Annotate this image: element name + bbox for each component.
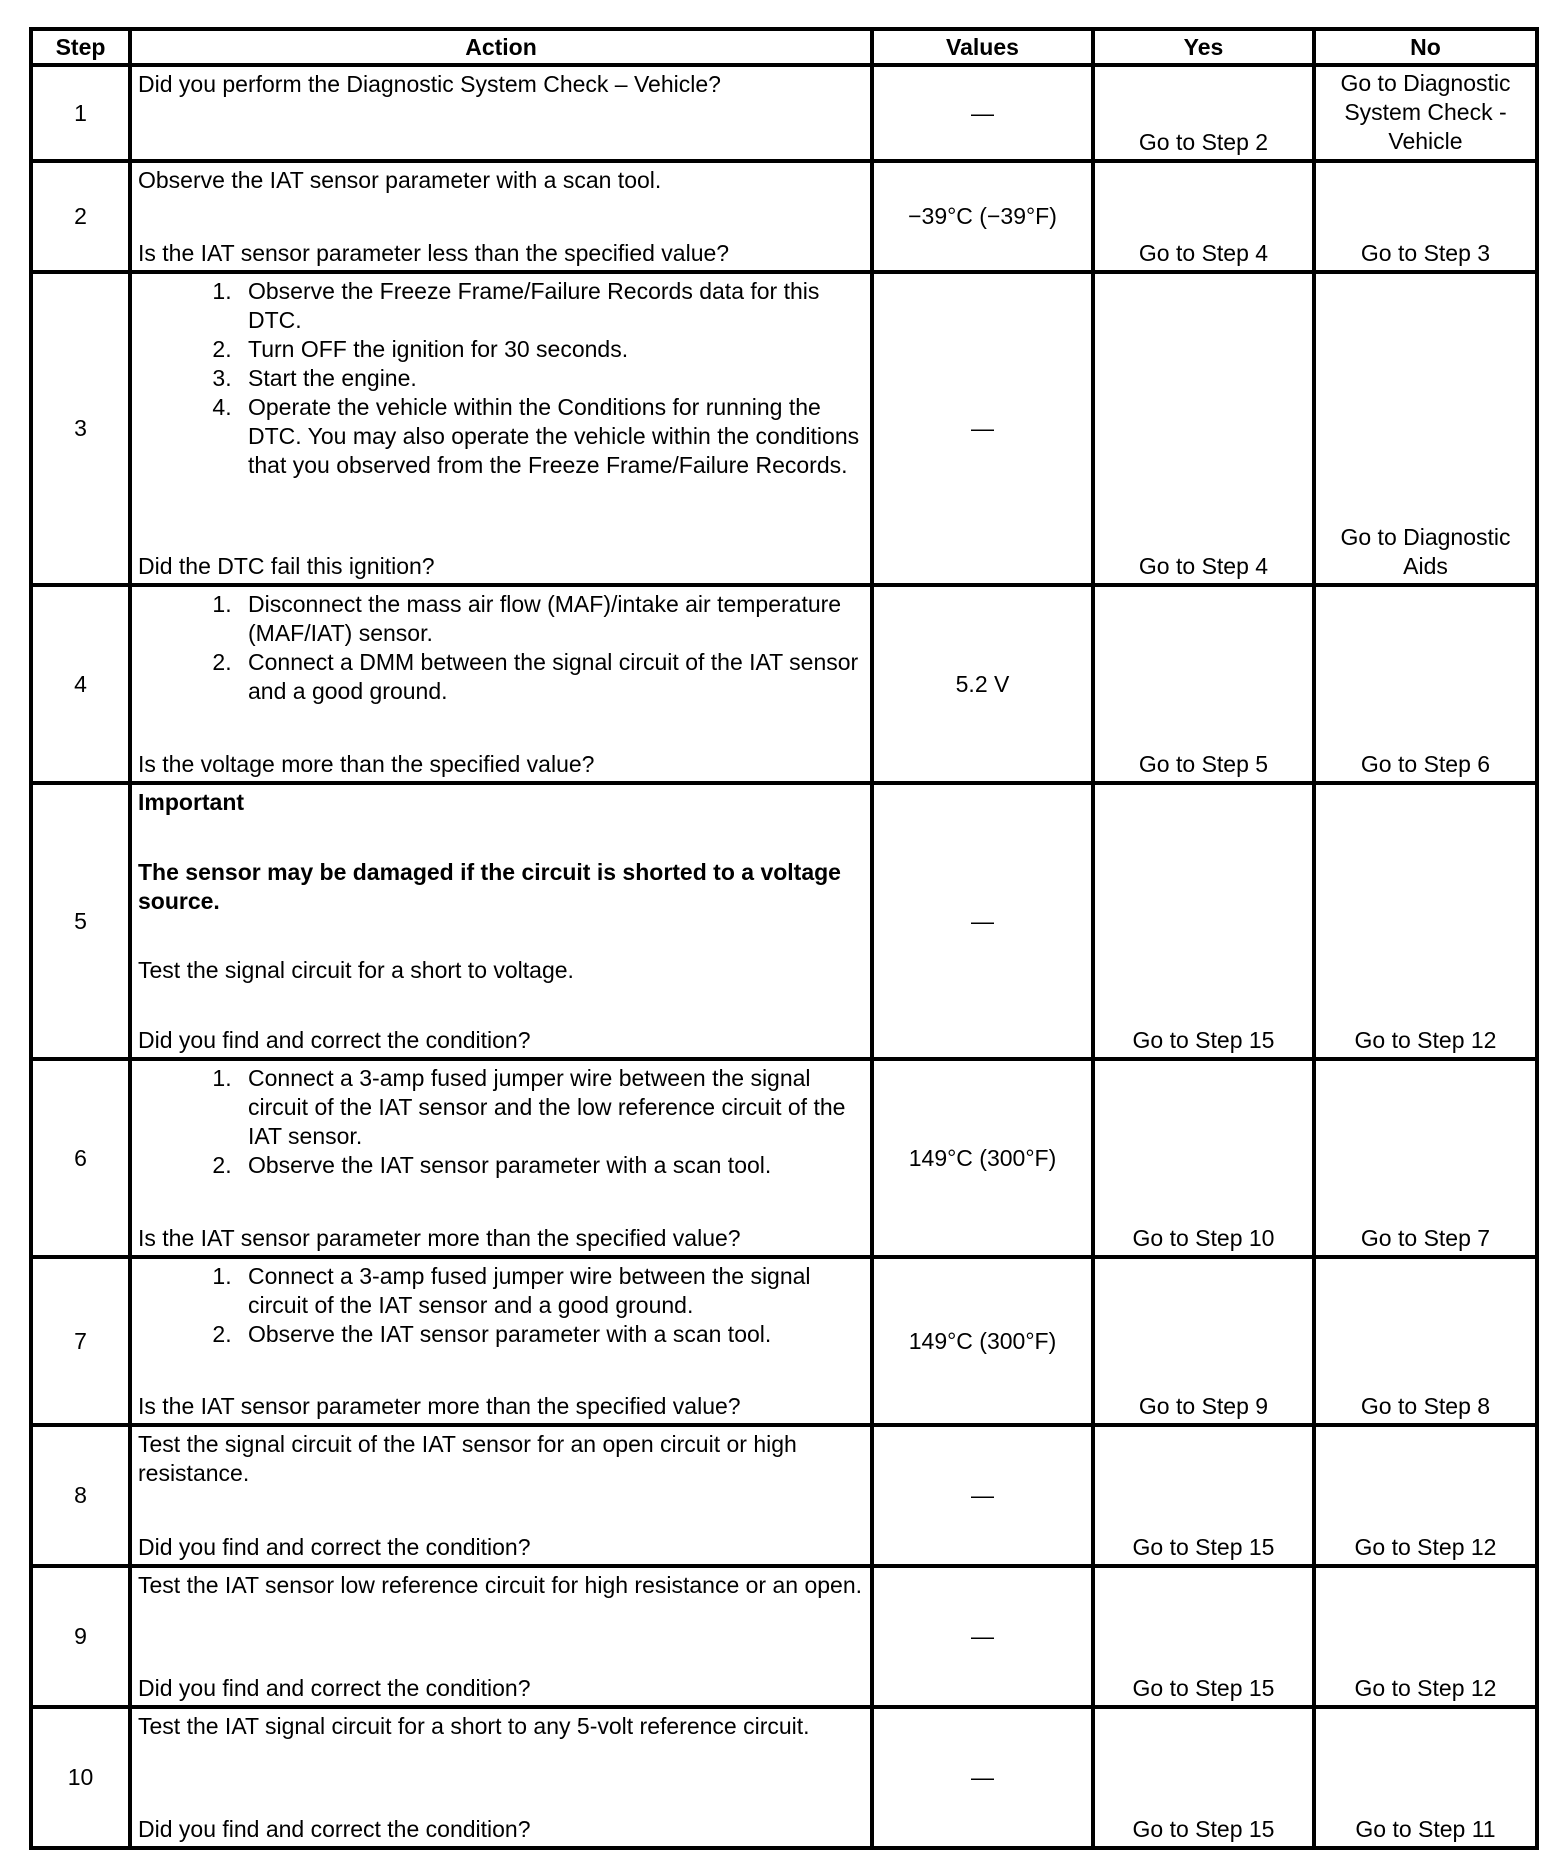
action-cell <box>130 585 872 783</box>
action-cell <box>130 1059 872 1257</box>
diagnostic-table-document <box>29 27 1535 1850</box>
action-cell <box>130 1257 872 1425</box>
table-row <box>31 161 1537 272</box>
no-cell: Go to Step 12 <box>1314 1566 1537 1707</box>
step-number: 2 <box>31 161 130 272</box>
diagnostic-steps-table <box>29 27 1539 1850</box>
list-item: 1. Connect a 3-amp fused jumper wire between the signal circuit of the IAT sensor and the low reference circuit of the IAT sensor. <box>238 1064 864 1151</box>
value-cell: — <box>872 1425 1093 1566</box>
step-number: 7 <box>31 1257 130 1425</box>
list-item: 2. Observe the IAT sensor parameter with a scan tool. <box>238 1151 864 1180</box>
value-cell: — <box>872 1707 1093 1848</box>
action-question: Is the IAT sensor parameter less than the specified value? <box>138 240 730 266</box>
step-number: 8 <box>31 1425 130 1566</box>
header-no: No <box>1314 29 1537 65</box>
list-item: 1. Connect a 3-amp fused jumper wire between the signal circuit of the IAT sensor and a good ground. <box>238 1262 864 1320</box>
action-question: Did the DTC fail this ignition? <box>138 553 435 579</box>
value-cell: 5.2 V <box>872 585 1093 783</box>
header-step: Step <box>31 29 130 65</box>
action-steps-list <box>138 590 864 706</box>
value-cell: — <box>872 1566 1093 1707</box>
important-heading: Important <box>138 789 245 815</box>
action-intro: Test the IAT sensor low reference circuit for high resistance or an open. <box>138 1572 863 1598</box>
step-number: 3 <box>31 272 130 585</box>
action-question: Did you find and correct the condition? <box>138 1026 531 1053</box>
action-question: Did you find and correct the condition? <box>138 1675 531 1701</box>
action-cell <box>130 161 872 272</box>
table-row <box>31 1257 1537 1425</box>
list-item: 1. Disconnect the mass air flow (MAF)/intake air temperature (MAF/IAT) sensor. <box>238 590 864 648</box>
no-cell: Go to Step 6 <box>1314 585 1537 783</box>
table-row <box>31 1059 1537 1257</box>
action-intro: Test the IAT signal circuit for a short to any 5-volt reference circuit. <box>138 1713 810 1739</box>
action-question: Is the voltage more than the specified value? <box>138 751 595 777</box>
no-cell: Go to Step 8 <box>1314 1257 1537 1425</box>
action-cell <box>130 1425 872 1566</box>
yes-cell: Go to Step 15 <box>1093 1425 1314 1566</box>
table-row <box>31 65 1537 161</box>
yes-cell: Go to Step 4 <box>1093 161 1314 272</box>
no-cell: Go to Step 11 <box>1314 1707 1537 1848</box>
yes-cell: Go to Step 4 <box>1093 272 1314 585</box>
yes-cell: Go to Step 15 <box>1093 1707 1314 1848</box>
warning-text: The sensor may be damaged if the circuit is shorted to a voltage source. <box>138 858 841 914</box>
value-cell: −39°C (−39°F) <box>872 161 1093 272</box>
no-cell <box>1314 65 1537 161</box>
value-cell: — <box>872 783 1093 1059</box>
action-cell <box>130 272 872 585</box>
action-intro: Test the signal circuit of the IAT sensor for an open circuit or high resistance. <box>138 1431 797 1486</box>
value-cell: 149°C (300°F) <box>872 1059 1093 1257</box>
yes-cell: Go to Step 5 <box>1093 585 1314 783</box>
action-question: Did you find and correct the condition? <box>138 1816 531 1842</box>
yes-cell: Go to Step 10 <box>1093 1059 1314 1257</box>
list-item: 1. Observe the Freeze Frame/Failure Records data for this DTC. <box>238 277 864 335</box>
no-cell: Go to Step 12 <box>1314 783 1537 1059</box>
list-item: 2. Observe the IAT sensor parameter with a scan tool. <box>238 1320 864 1349</box>
no-cell: Go to Step 3 <box>1314 161 1537 272</box>
table-row <box>31 1425 1537 1566</box>
action-question: Did you perform the Diagnostic System Check – Vehicle? <box>138 71 721 97</box>
value-cell: — <box>872 272 1093 585</box>
action-cell <box>130 783 872 1059</box>
table-row <box>31 585 1537 783</box>
no-cell: Go to Step 7 <box>1314 1059 1537 1257</box>
list-item: 2. Connect a DMM between the signal circuit of the IAT sensor and a good ground. <box>238 648 864 706</box>
list-item: 3. Start the engine. <box>238 364 864 393</box>
step-number: 10 <box>31 1707 130 1848</box>
yes-cell: Go to Step 9 <box>1093 1257 1314 1425</box>
step-number: 9 <box>31 1566 130 1707</box>
action-steps-list <box>138 1064 864 1180</box>
no-cell: Go to Step 12 <box>1314 1425 1537 1566</box>
action-steps-list <box>138 277 864 480</box>
action-question: Did you find and correct the condition? <box>138 1534 531 1560</box>
table-row <box>31 272 1537 585</box>
step-number: 5 <box>31 783 130 1059</box>
action-question: Is the IAT sensor parameter more than the specified value? <box>138 1225 741 1251</box>
no-text: Go to Diagnostic System Check - Vehicle <box>1340 70 1511 154</box>
header-values: Values <box>872 29 1093 65</box>
step-number: 6 <box>31 1059 130 1257</box>
header-row <box>31 29 1537 65</box>
yes-cell: Go to Step 15 <box>1093 1566 1314 1707</box>
list-item: 4. Operate the vehicle within the Conditions for running the DTC. You may also operate the vehicle within the conditions that you observed from the Freeze Frame/Failure Records. <box>238 393 864 480</box>
header-yes: Yes <box>1093 29 1314 65</box>
value-cell: 149°C (300°F) <box>872 1257 1093 1425</box>
header-action: Action <box>130 29 872 65</box>
yes-cell: Go to Step 15 <box>1093 783 1314 1059</box>
table-row <box>31 1707 1537 1848</box>
action-question: Is the IAT sensor parameter more than the specified value? <box>138 1393 741 1419</box>
action-cell <box>130 1707 872 1848</box>
action-instruction: Test the signal circuit for a short to voltage. <box>138 957 574 984</box>
no-cell: Go to Diagnostic Aids <box>1314 272 1537 585</box>
action-cell <box>130 65 872 161</box>
yes-cell: Go to Step 2 <box>1093 65 1314 161</box>
value-cell: — <box>872 65 1093 161</box>
list-item: 2. Turn OFF the ignition for 30 seconds. <box>238 335 864 364</box>
action-intro: Observe the IAT sensor parameter with a scan tool. <box>138 167 662 193</box>
action-cell <box>130 1566 872 1707</box>
table-row <box>31 783 1537 1059</box>
table-row <box>31 1566 1537 1707</box>
step-number: 1 <box>31 65 130 161</box>
action-steps-list <box>138 1262 864 1349</box>
step-number: 4 <box>31 585 130 783</box>
